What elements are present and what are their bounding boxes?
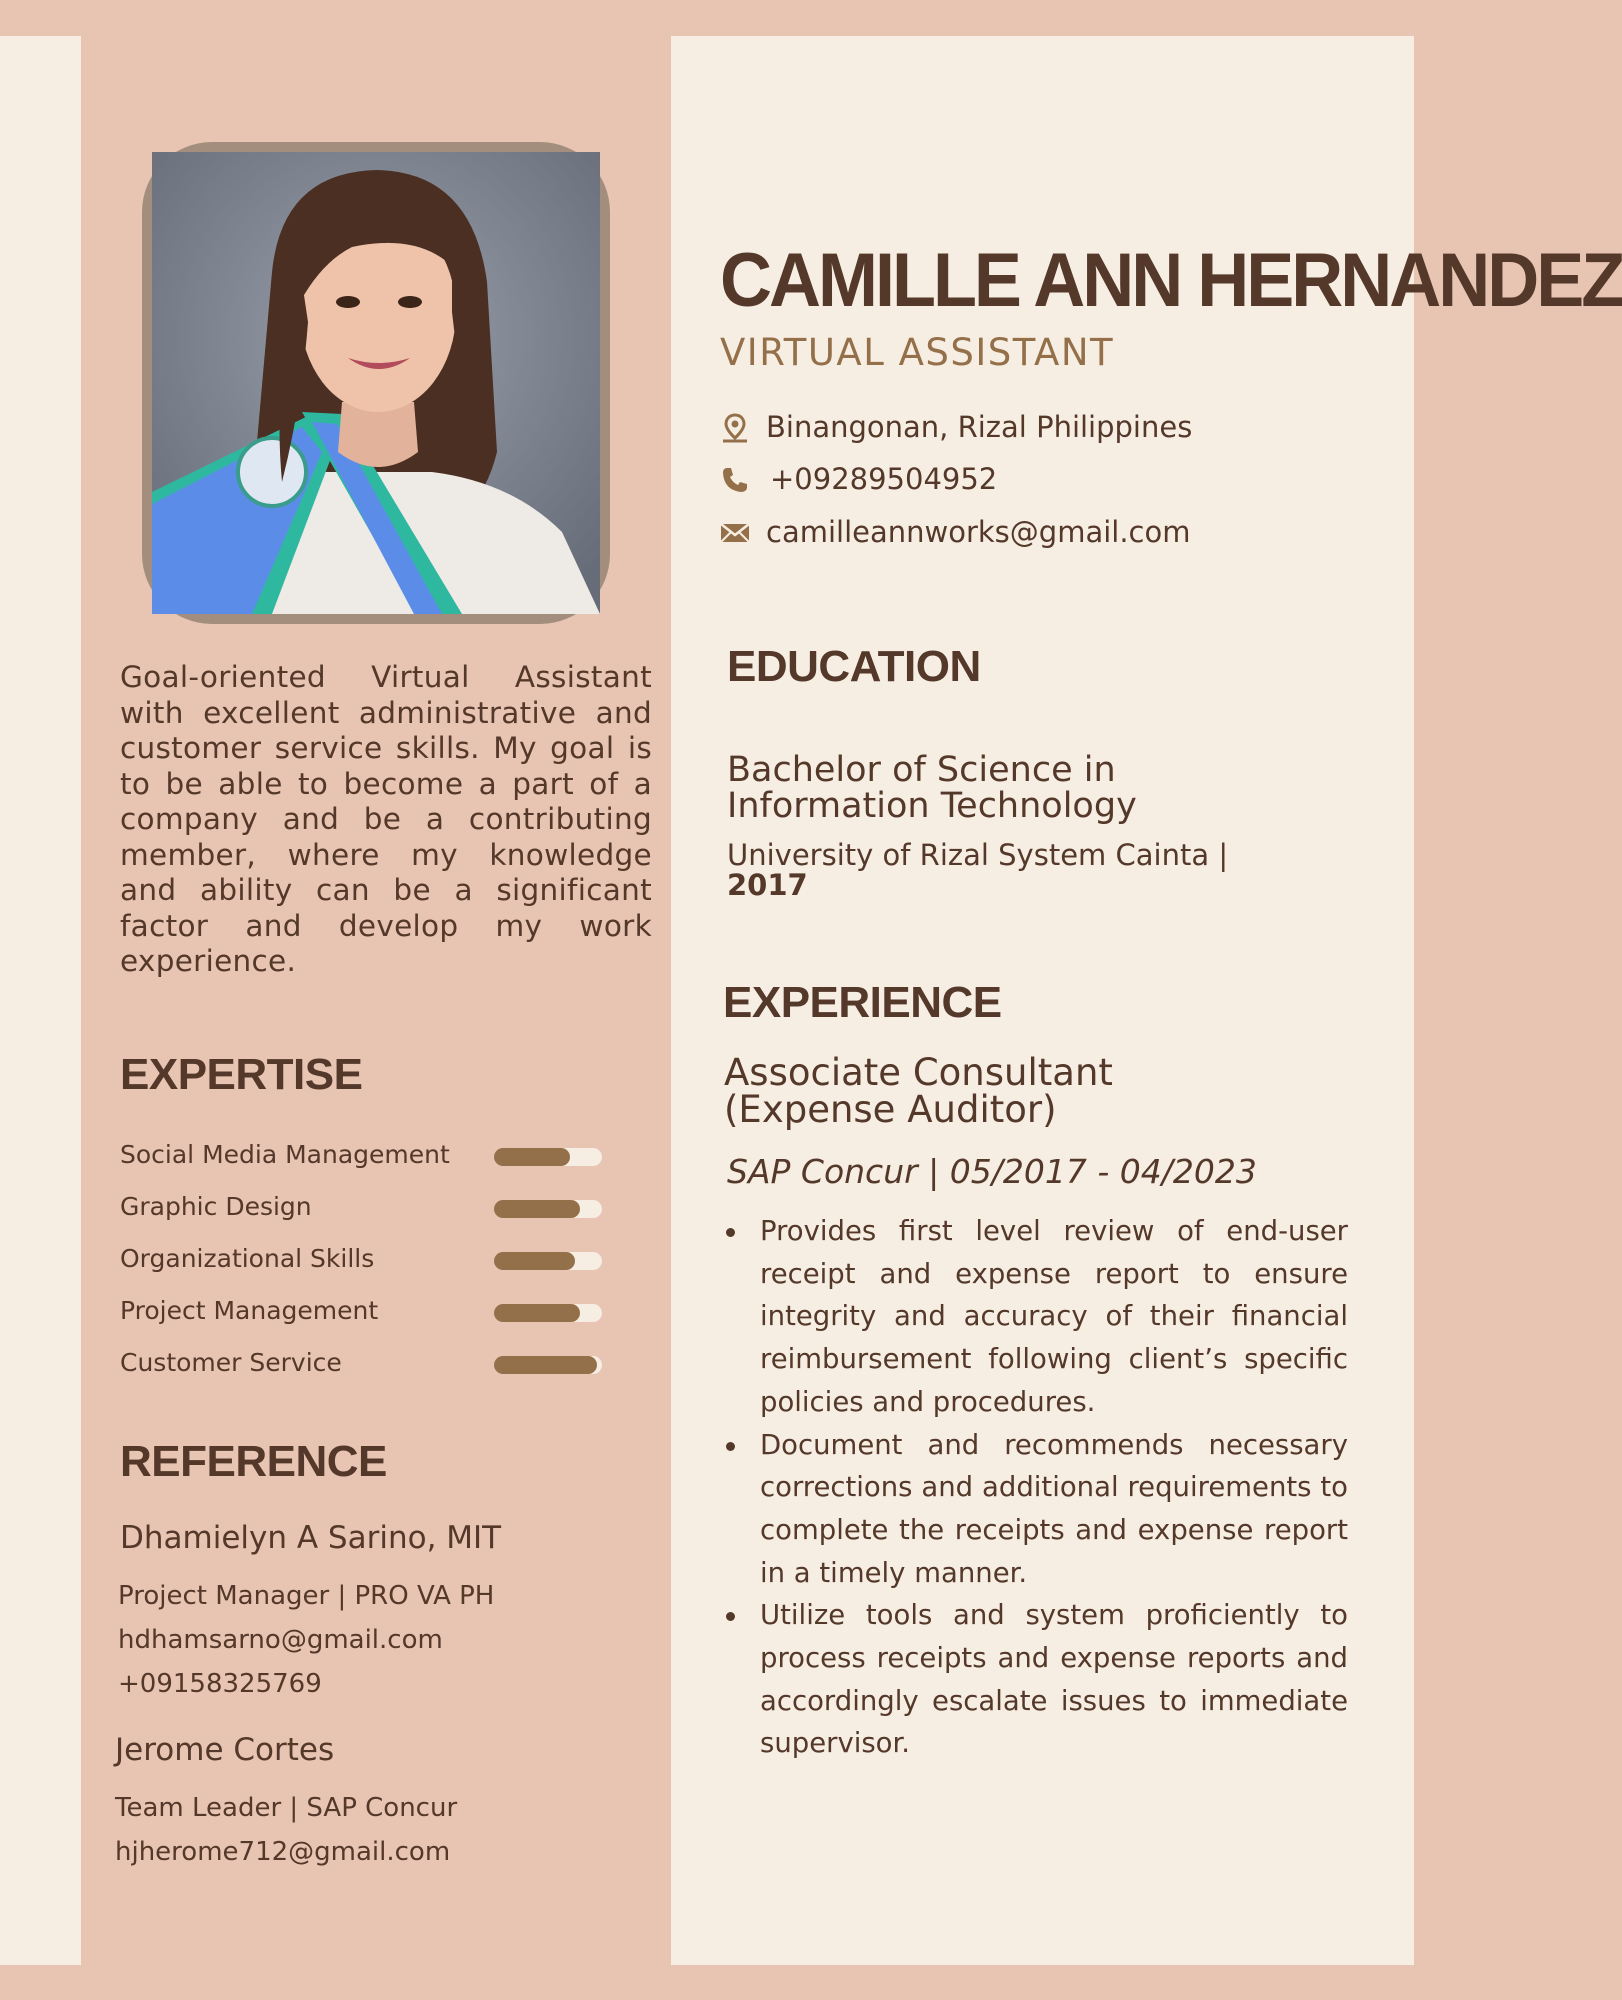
education-heading: EDUCATION bbox=[727, 642, 981, 691]
reference-position: Team Leader | SAP Concur bbox=[115, 1793, 458, 1823]
skill-label: Graphic Design bbox=[120, 1192, 312, 1221]
skill-row bbox=[120, 1294, 610, 1334]
skill-bar-fill bbox=[494, 1148, 570, 1166]
skill-label: Social Media Management bbox=[120, 1140, 450, 1169]
job-company-dates: SAP Concur | 05/2017 - 04/2023 bbox=[727, 1152, 1257, 1191]
profile-photo bbox=[152, 152, 600, 614]
skill-bar bbox=[494, 1148, 602, 1166]
reference-heading: REFERENCE bbox=[120, 1437, 387, 1486]
profile-photo-frame bbox=[142, 142, 610, 624]
education-degree: Bachelor of Science in Information Technology bbox=[727, 750, 1137, 826]
phone-icon bbox=[720, 465, 750, 495]
education-school-name: University of Rizal System Cainta bbox=[727, 838, 1210, 872]
profile-summary: Goal-oriented Virtual Assistant with excellent administrative and customer service skills. My goal is to be able to become a part of a company and be a contributing member, where my knowledge and ability can be a significant factor and develop my work experience. bbox=[120, 660, 652, 978]
skill-bar-fill bbox=[494, 1252, 575, 1270]
skill-label: Customer Service bbox=[120, 1348, 342, 1377]
reference-position: Project Manager | PRO VA PH bbox=[118, 1581, 495, 1611]
reference-email[interactable]: hdhamsarno@gmail.com bbox=[118, 1625, 443, 1655]
left-margin-strip bbox=[0, 36, 81, 1965]
reference-phone[interactable]: +09158325769 bbox=[118, 1669, 322, 1699]
job-title: Associate Consultant (Expense Auditor) bbox=[724, 1051, 1113, 1131]
skill-row bbox=[120, 1190, 610, 1230]
education-year: 2017 bbox=[727, 868, 808, 902]
skill-bar bbox=[494, 1200, 602, 1218]
skill-label: Project Management bbox=[120, 1296, 379, 1325]
contact-text[interactable]: +09289504952 bbox=[770, 462, 998, 496]
skill-row bbox=[120, 1138, 610, 1178]
experience-heading: EXPERIENCE bbox=[723, 978, 1002, 1027]
skill-bar bbox=[494, 1356, 602, 1374]
skill-bar-fill bbox=[494, 1200, 580, 1218]
reference-name: Jerome Cortes bbox=[115, 1732, 335, 1768]
skill-bar-fill bbox=[494, 1356, 597, 1374]
skill-bar-fill bbox=[494, 1304, 580, 1322]
skill-row bbox=[120, 1242, 610, 1282]
education-separator: | bbox=[1218, 838, 1229, 872]
reference-name: Dhamielyn A Sarino, MIT bbox=[120, 1520, 502, 1556]
skill-label: Organizational Skills bbox=[120, 1244, 375, 1273]
contact-text: Binangonan, Rizal Philippines bbox=[766, 410, 1193, 444]
skill-row bbox=[120, 1346, 610, 1386]
education-school bbox=[727, 840, 1287, 900]
list-item: Document and recommends necessary corrections and additional requirements to complete the receipts and expense report in a timely manner. bbox=[720, 1424, 1348, 1595]
expertise-heading: EXPERTISE bbox=[120, 1050, 363, 1099]
reference-email[interactable]: hjherome712@gmail.com bbox=[115, 1837, 451, 1867]
list-item: Provides first level review of end-user receipt and expense report to ensure integrity and accuracy of their financial reimbursement following client’s specific policies and procedures. bbox=[720, 1210, 1348, 1424]
list-item: Utilize tools and system proficiently to process receipts and expense reports and accordingly escalate issues to immediate supervisor. bbox=[720, 1594, 1348, 1765]
skill-bar bbox=[494, 1304, 602, 1322]
candidate-name: CAMILLE ANN HERNANDEZ bbox=[720, 238, 1622, 323]
skill-bar bbox=[494, 1252, 602, 1270]
job-responsibilities bbox=[720, 1210, 1348, 1765]
contact-text[interactable]: camilleannworks@gmail.com bbox=[766, 515, 1191, 549]
envelope-icon bbox=[720, 518, 750, 548]
location-pin-icon bbox=[720, 413, 750, 443]
candidate-role: VIRTUAL ASSISTANT bbox=[720, 331, 1115, 374]
